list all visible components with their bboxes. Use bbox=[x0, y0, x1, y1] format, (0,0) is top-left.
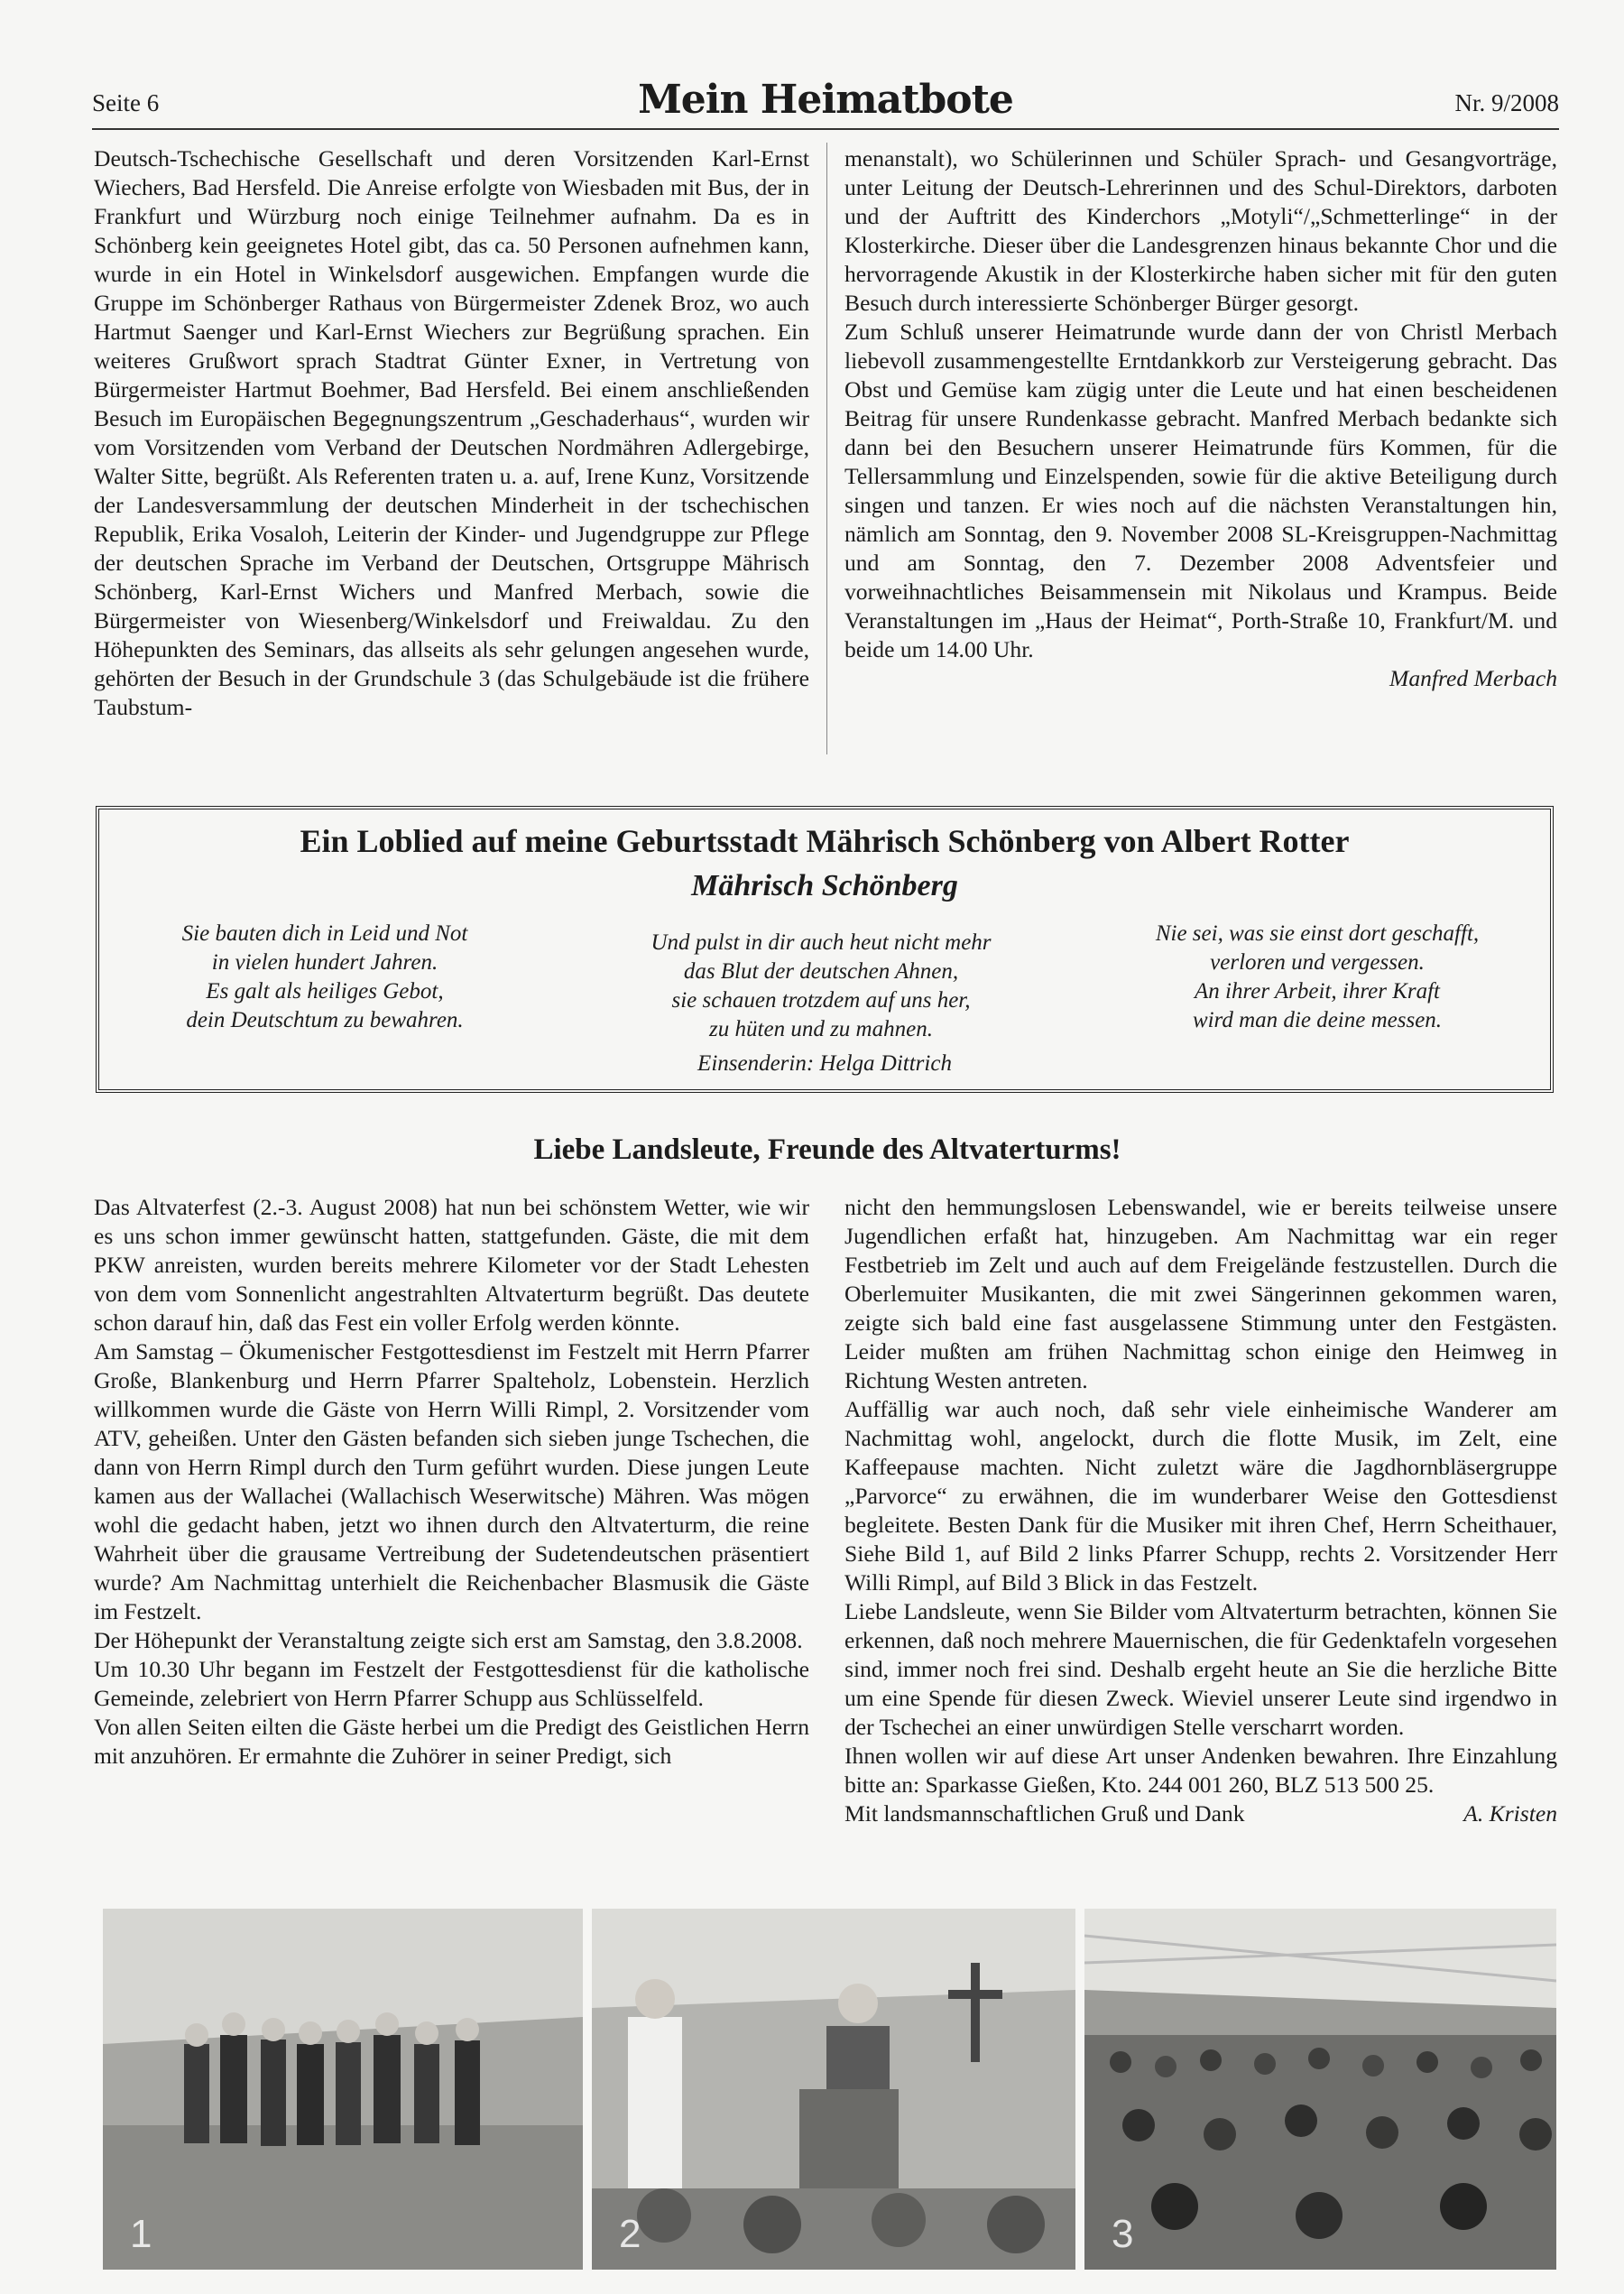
poem-line: Und pulst in dir auch heut nicht mehr bbox=[651, 930, 992, 955]
photo-altar-speakers bbox=[592, 1909, 1075, 2270]
poem-line: zu hüten und zu mahnen. bbox=[709, 1017, 933, 1041]
poem-line: dein Deutschtum zu bewahren. bbox=[186, 1008, 464, 1032]
article2-paragraph: Um 10.30 Uhr begann im Festzelt der Festgottesdienst für die katholische Gemeinde, zelebriert von Herrn Pfarrer Schupp aus Schlüsselfeld. bbox=[94, 1656, 809, 1711]
poem-line: verloren und vergessen. bbox=[1210, 950, 1425, 975]
poem-line: das Blut der deutschen Ahnen, bbox=[683, 959, 959, 984]
poem-stanza-1 bbox=[144, 920, 505, 1035]
article2-signature: A. Kristen bbox=[1463, 1800, 1557, 1827]
article1-paragraph: Zum Schluß unserer Heimatrunde wurde dann der von Christl Merbach liebevoll zusammengestellte Erntdankkorb zur Versteigerung gebracht. Das Obst und Gemüse kam zügig unter die Leute und hat einen bescheidenen Beitrag für unsere Rundenkasse gebracht. Manfred Merbach bedankte sich dann bei den Besuchern unserer Heimatrunde fürs Kommen, für die Tellersammlung und Einzelspenden, sowie für die aktive Beteiligung durch singen und tanzen. Er wies noch auf die nächsten Veranstaltungen hin, nämlich am Sonntag, den 9. November 2008 SL-Kreisgruppen-Nachmittag und am Sonntag, den 7. Dezember 2008 Adventsfeier und vorweihnachtliches Beisammensein mit Nikolaus und Krampus. Beide Veranstaltungen im „Haus der Heimat“, Porth-Straße 10, Frankfurt/M. und beide um 14.00 Uhr. bbox=[844, 319, 1557, 662]
article1-paragraph: menanstalt), wo Schülerinnen und Schüler Sprach- und Gesangvorträge, unter Leitung der Deutsch-Lehrerinnen und des Schul-Direktors, darboten und der Auftritt des Kinderchors „Motyli“/„Schmetterlinge“ in der Klosterkirche. Dieser über die Landesgrenzen hinaus bekannte Chor und die hervorragende Akustik in der Klosterkirche haben sicher mit für den guten Besuch durch interessierte Schönberger Bürger gesorgt. bbox=[844, 145, 1557, 316]
poem-line: in vielen hundert Jahren. bbox=[211, 950, 438, 975]
article2-paragraph: Von allen Seiten eilten die Gäste herbei um die Predigt des Geistlichen Herrn mit anzuhören. Er ermahnte die Zuhörer in seiner Predigt, sich bbox=[94, 1714, 809, 1769]
page-number: Seite 6 bbox=[92, 89, 160, 116]
article2-paragraph: Der Höhepunkt der Veranstaltung zeigte sich erst am Samstag, den 3.8.2008. bbox=[94, 1627, 803, 1653]
photo-band-in-tent bbox=[103, 1909, 583, 2270]
photo-1-image bbox=[103, 1909, 583, 2270]
poem-line: Nie sei, was sie einst dort geschafft, bbox=[1155, 921, 1480, 946]
poem-stanza-3 bbox=[1128, 920, 1507, 1035]
article1-column-right bbox=[844, 144, 1557, 693]
photo-number: 3 bbox=[1112, 2212, 1134, 2256]
poem-title: Ein Loblied auf meine Geburtsstadt Mährisch Schönberg von Albert Rotter bbox=[300, 823, 1350, 859]
article1-paragraph: Deutsch-Tschechische Gesellschaft und deren Vorsitzenden Karl-Ernst Wiechers, Bad Hersfeld. Die Anreise erfolgte von Wiesbaden mit Bus, der in Frankfurt und Würzburg noch einige Teilnehmer aufnahm. Da es in Schönberg kein geeignetes Hotel gibt, das ca. 50 Personen aufnehmen kann, wurde in ein Hotel in Winkelsdorf ausgewichen. Empfangen wurde die Gruppe im Schönberger Rathaus von Bürgermeister Zdenek Broz, wo auch Hartmut Saenger und Karl-Ernst Wiechers zur Begrüßung sprachen. Ein weiteres Grußwort sprach Stadtrat Günter Exner, in Vertretung von Bürgermeister Hartmut Boehmer, Bad Hersfeld. Bei einem anschließenden Besuch im Europäischen Begegnungszentrum „Geschaderhaus“, wurden wir vom Vorsitzenden vom Verband der Deutschen Nordmähren Adlergebirge, Walter Sitte, begrüßt. Als Referenten traten u. a. auf, Irene Kunz, Vorsitzende der Landesversammlung der deutschen Minderheit in der tschechischen Republik, Erika Vosaloh, Leiterin der Kinder- und Jugendgruppe zur Pflege der deutschen Sprache im Verband der Deutschen, Ortsgruppe Mährisch Schönberg, Karl-Ernst Wichers und Manfred Merbach, sowie die Bürgermeister von Wiesenberg/Winkelsdorf und Freiwaldau. Zu den Höhepunkten des Seminars, das allseits als sehr gelungen angesehen wurde, gehörten der Besuch in der Grundschule 3 (das Schulgebäude ist die frühere Taubstum- bbox=[94, 145, 809, 720]
poem-submitter: Einsenderin: Helga Dittrich bbox=[697, 1051, 952, 1076]
article2-title: Liebe Landsleute, Freunde des Altvaterturms! bbox=[533, 1133, 1121, 1166]
photo-number: 2 bbox=[619, 2212, 641, 2256]
article2-column-right bbox=[844, 1193, 1557, 1828]
article1-signature: Manfred Merbach bbox=[1389, 665, 1557, 691]
issue-number: Nr. 9/2008 bbox=[1454, 89, 1559, 116]
article2-closing: Mit landsmannschaftlichen Gruß und Dank bbox=[844, 1800, 1245, 1827]
poem-subtitle: Mährisch Schönberg bbox=[691, 869, 958, 902]
photo-festival-tent-crowd bbox=[1084, 1909, 1556, 2270]
column-rule bbox=[826, 143, 827, 754]
poem-line: Sie bauten dich in Leid und Not bbox=[181, 921, 468, 946]
article1-column-left bbox=[94, 144, 809, 722]
article2-closing-line bbox=[844, 1799, 1557, 1828]
article2-column-left bbox=[94, 1193, 809, 1771]
photo-2-image bbox=[592, 1909, 1075, 2270]
article2-paragraph: Ihnen wollen wir auf diese Art unser Andenken bewahren. Ihre Einzahlung bitte an: Sparkasse Gießen, Kto. 244 001 260, BLZ 513 500 25. bbox=[844, 1743, 1557, 1798]
article2-paragraph: nicht den hemmungslosen Lebenswandel, wie er bereits teilweise unsere Jugendlichen erfaßt hat, hinzugeben. Am Nachmittag war ein reger Festbetrieb im Zelt und auch auf dem Freigelände festzustellen. Durch die Oberlemuiter Musikanten, die mit zwei Sängerinnen gekommen waren, zeigte sich bald eine fast ausgelassene Stimmung unter den Festgästen. Leider mußten am frühen Nachmittag schon einige den Heimweg in Richtung Westen antreten. bbox=[844, 1194, 1557, 1393]
poem-line: Es galt als heiliges Gebot, bbox=[206, 979, 444, 1004]
article2-paragraph: Auffällig war auch noch, daß sehr viele einheimische Wanderer am Nachmittag wohl, angelockt, durch die flotte Musik, im Zelt, eine Kaffeepause machten. Nicht zuletzt wäre die Jagdhornbläsergruppe „Parvorce“ zu erwähnen, die im wunderbarer Weise den Gottesdienst begleitete. Besten Dank für die Musiker mit ihren Chef, Herrn Scheithauer, Siehe Bild 1, auf Bild 2 links Pfarrer Schupp, rechts 2. Vorsitzender Herr Willi Rimpl, auf Bild 3 Blick in das Festzelt. bbox=[844, 1396, 1557, 1596]
masthead: Mein Heimatbote bbox=[638, 77, 1013, 123]
article2-paragraph: Am Samstag – Ökumenischer Festgottesdienst im Festzelt mit Herrn Pfarrer Große, Blankenburg und Herrn Pfarrer Spalteholz, Lobenstein. Herzlich willkommen wurde die Gäste von Herrn Willi Rimpl, 2. Vorsitzender vom ATV, geheißen. Unter den Gästen befanden sich sieben junge Tschechen, die dann von Herrn Rimpl durch den Turm geführt wurden. Diese jungen Leute kamen aus der Wallachei (Wallachisch Weserwitsche) Mähren. Was mögen wohl die gedacht haben, jetzt wo ihnen durch den Altvaterturm, die reine Wahrheit über die grausame Vertreibung der Sudetendeutschen präsentiert wurde? Am Nachmittag unterhielt die Reichenbacher Blasmusik die Gäste im Festzelt. bbox=[94, 1338, 809, 1624]
page-header bbox=[92, 72, 1559, 130]
poem-box bbox=[96, 806, 1554, 1093]
photo-3-image bbox=[1084, 1909, 1556, 2270]
poem-stanza-2 bbox=[632, 929, 1010, 1044]
poem-line: wird man die deine messen. bbox=[1192, 1008, 1443, 1032]
poem-line: sie schauen trotzdem auf uns her, bbox=[671, 988, 971, 1013]
article2-paragraph: Liebe Landsleute, wenn Sie Bilder vom Altvaterturm betrachten, können Sie erkennen, daß noch mehrere Mauernischen, die für Gedenktafeln vorgesehen sind, immer noch frei sind. Deshalb ergeht heute an Sie die herzliche Bitte um eine Spende für diesen Zweck. Wieviel unserer Leute sind irgendwo in der Tschechei an einer unwürdigen Stelle verscharrt worden. bbox=[844, 1598, 1557, 1740]
photo-number: 1 bbox=[130, 2212, 152, 2256]
article2-paragraph: Das Altvaterfest (2.-3. August 2008) hat nun bei schönstem Wetter, wie wir es uns schon immer gewünscht hatten, stattgefunden. Gäste, die mit dem PKW anreisten, wurden bereits mehrere Kilometer vor der Stadt Lehesten von dem vom Sonnenlicht angestrahlten Altvaterturm begrüßt. Das deutete schon darauf hin, daß das Fest ein voller Erfolg werden könnte. bbox=[94, 1194, 809, 1336]
poem-line: An ihrer Arbeit, ihrer Kraft bbox=[1195, 979, 1440, 1004]
